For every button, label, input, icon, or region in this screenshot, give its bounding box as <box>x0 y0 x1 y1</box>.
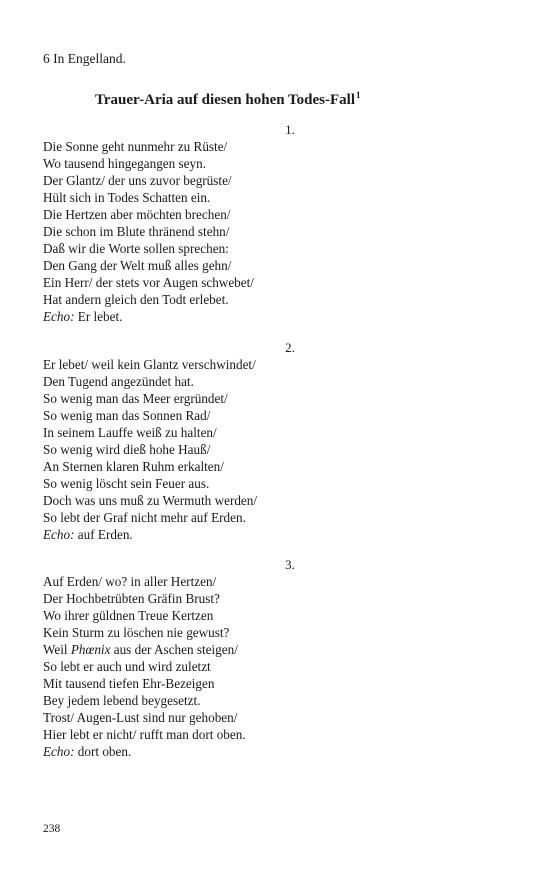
phoenix-word: Phœnix <box>70 642 111 657</box>
verse-line: Daß wir die Worte sollen sprechen: <box>43 241 229 256</box>
verse-line-phoenix <box>43 641 503 658</box>
verse-line: An Sternen klaren Ruhm erkalten/ <box>43 459 224 474</box>
verse-line: Kein Sturm zu löschen nie gewust? <box>43 625 230 640</box>
poem-title <box>95 90 361 110</box>
running-head: 6 In Engelland. <box>43 51 126 66</box>
phoenix-suffix: aus der Aschen steigen/ <box>110 642 238 657</box>
page-number: 238 <box>43 823 61 835</box>
verse-line: Wo tausend hingegangen seyn. <box>43 156 207 171</box>
verse-line: Bey jedem lebend beygesetzt. <box>43 693 201 708</box>
verse-line: Der Glantz/ der uns zuvor begrüste/ <box>43 173 232 188</box>
verse-line: Auf Erden/ wo? in aller Hertzen/ <box>43 574 217 589</box>
verse-line: So lebt der Graf nicht mehr auf Erden. <box>43 510 246 525</box>
verse-line: Die schon im Blute thränend stehn/ <box>43 224 230 239</box>
stanza-number: 2. <box>285 340 295 355</box>
verse-line: Ein Herr/ der stets vor Augen schwebet/ <box>43 275 254 290</box>
verse-line: Hier lebt er nicht/ rufft man dort oben. <box>43 727 246 742</box>
echo-line <box>43 743 503 760</box>
verse-line: Hat andern gleich den Todt erlebet. <box>43 292 229 307</box>
verse-line: Mit tausend tiefen Ehr-Bezeigen <box>43 676 215 691</box>
verse-line: So wenig wird dieß hohe Hauß/ <box>43 442 211 457</box>
title-footnote-marker: 1 <box>356 90 361 100</box>
echo-text: auf Erden. <box>74 527 133 542</box>
stanza-number: 3. <box>285 557 295 572</box>
verse-line: Die Sonne geht nunmehr zu Rüste/ <box>43 139 228 154</box>
verse-line: So wenig man das Meer ergründet/ <box>43 391 228 406</box>
verse-line: In seinem Lauffe weiß zu halten/ <box>43 425 217 440</box>
verse-line: Doch was uns muß zu Wermuth werden/ <box>43 493 258 508</box>
echo-text: Er lebet. <box>74 309 123 324</box>
stanza-3 <box>43 556 503 760</box>
echo-label: Echo: <box>43 744 75 759</box>
verse-line: Die Hertzen aber möchten brechen/ <box>43 207 231 222</box>
stanza-2 <box>43 339 503 543</box>
verse-line: Trost/ Augen-Lust sind nur gehoben/ <box>43 710 238 725</box>
verse-line: So lebt er auch und wird zuletzt <box>43 659 211 674</box>
stanza-1 <box>43 121 503 325</box>
verse-line: Wo ihrer güldnen Treue Kertzen <box>43 608 214 623</box>
echo-line <box>43 526 503 543</box>
stanza-number: 1. <box>285 122 295 137</box>
echo-line <box>43 308 503 325</box>
echo-label: Echo: <box>43 527 75 542</box>
verse-line: Den Tugend angezündet hat. <box>43 374 194 389</box>
poem-title-text: Trauer-Aria auf diesen hohen Todes-Fall <box>95 92 356 108</box>
verse-line: Er lebet/ weil kein Glantz verschwindet/ <box>43 357 256 372</box>
verse-line: So wenig man das Sonnen Rad/ <box>43 408 211 423</box>
phoenix-prefix: Weil <box>43 642 71 657</box>
verse-line: So wenig löscht sein Feuer aus. <box>43 476 210 491</box>
verse-line: Den Gang der Welt muß alles gehn/ <box>43 258 232 273</box>
verse-line: Der Hochbetrübten Gräfin Brust? <box>43 591 220 606</box>
echo-text: dort oben. <box>74 744 132 759</box>
verse-line: Hült sich in Todes Schatten ein. <box>43 190 211 205</box>
echo-label: Echo: <box>43 309 75 324</box>
